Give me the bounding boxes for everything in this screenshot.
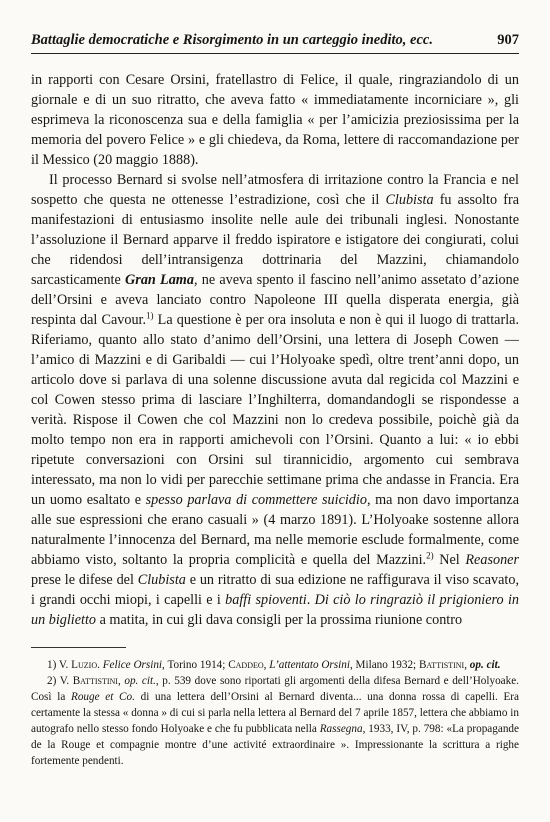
running-title: Battaglie democratiche e Risorgimento in un carteggio inedito, ecc. <box>31 32 433 48</box>
author-name: Battistini <box>418 659 465 671</box>
footnote-ref-1: 1) <box>146 310 154 321</box>
text-run: e un ritratto di sua edizione ne raffigurava il viso scavato, i grandi occhi miopi, i capelli e i <box>31 572 519 608</box>
text-run: , ma non davo importanza alle sue espressioni che erano casuali » (4 marzo 1891). L’Holyoake sostenne allora naturalmente l’innocenza del Bernard, ma nelle memorie esclude formalmente, come abbiamo visto, soltanto la propria complicità e quella del Mazzini. <box>31 492 519 568</box>
header-rule <box>31 53 519 54</box>
text-run: , <box>464 659 470 671</box>
text-run: , Milano 1932; <box>349 659 419 671</box>
text-run: , p. 539 dove sono riportati gli argomenti della difesa Bernard e dell’Holyoake. Così la <box>31 675 519 703</box>
text-run-bold-italic: Gran Lama <box>125 272 194 288</box>
page-number: 907 <box>497 32 519 48</box>
text-run: Il processo Bernard si svolse nell’atmosfera di irritazione contro la Francia e nel sospetto che questa ne ottenesse l’estradizione, così che il <box>31 172 519 208</box>
body-text <box>31 70 519 630</box>
text-run-italic: spesso parlava di commettere suicidio <box>145 492 367 508</box>
op-cit: op. cit. <box>124 675 156 687</box>
op-cit: op. cit. <box>469 659 501 671</box>
text-run: 1) V. <box>47 659 72 671</box>
text-run-italic: Clubista <box>137 572 186 588</box>
text-run: fu assolto fra manifestazioni di entusiasmo insolite nelle aule dei tribunali inglesi. Nonostante l’assoluzione il Bernard apparve il freddo ispiratore e istigatore dei congiurati, colui che ridendosi dell’intransigenza dottrinaria del Mazzini, chiamandolo sarcasticamente <box>31 192 519 288</box>
book-title: Felice Orsini <box>102 659 163 671</box>
running-head <box>31 32 519 49</box>
text-run-italic: Rouge et Co. <box>71 691 135 703</box>
text-run: 2) V. <box>47 675 73 687</box>
text-run: , 1933, IV, p. 798: «La propagande de la Rouge et compagnie montre d’une activité extraordinaire ». Impressionante la scrittura a righe fortemente pendenti. <box>31 723 519 767</box>
footnotes <box>31 657 519 769</box>
book-title: L’attentato Orsini <box>269 659 350 671</box>
text-run: , ne aveva spento il fascino nell’animo assetato d’azione dell’Orsini e aveva lanciato contro Napoleone III quella disperata energia, già respinta dal Cavour. <box>31 272 519 328</box>
author-name: Caddeo <box>228 659 264 671</box>
text-run: prese le difese del <box>31 572 138 588</box>
text-run-italic: Clubista <box>385 192 434 208</box>
text-run: Nel <box>433 552 466 568</box>
paragraph-2 <box>31 170 519 630</box>
footnote-2 <box>31 673 519 769</box>
paragraph-1 <box>31 70 519 170</box>
footnote-1 <box>31 657 519 673</box>
text-run: , Torino 1914; <box>162 659 229 671</box>
author-name: Luzio <box>71 659 98 671</box>
text-run: . <box>97 659 103 671</box>
journal-title: Rassegna <box>319 723 363 735</box>
text-run: , <box>117 675 125 687</box>
footnote-rule <box>31 647 126 648</box>
text-run-italic: Di ciò lo ringraziò il prigioniero in un biglietto <box>31 592 519 628</box>
text-run: La questione è per ora insoluta e non è qui il luogo di trattarla. Riferiamo, quanto allo stato d’animo dell’Orsini, una lettera di Joseph Cowen — l’amico di Mazzini e di Garibaldi — cui l’Holyoake spedì, oltre trent’anni dopo, un articolo dove si parlava di una solenne discussione avuta dal regicida col Mazzini e col Cowen stesso prima di lasciare l’Inghilterra, domandandogli se rispondesse a verità. Rispose il Cowen che col Mazzini non lo credeva possibile, poichè già da molto tempo non era in rapporti amichevoli con l’Orsini. Quanto a lui: « io ebbi ripetute conversazioni con Orsini sul tirannicidio, argomento cui sembrava interessato, ma non lo vidi per parecchie settimane prima che andasse in Francia. Era un uomo esaltato e <box>31 312 519 508</box>
text-run-italic: baffi spioventi <box>225 592 307 608</box>
author-name: Battistini <box>72 675 118 687</box>
text-run-italic: Reasoner <box>465 552 519 568</box>
text-run: in rapporti con Cesare Orsini, fratellastro di Felice, il quale, ringraziandolo di un giornale e di un suo ritratto, che aveva fatto « immediatamente incorniciare », gli esprimeva la riconoscenza sua e della famiglia « per l’amicizia preziosissima per la memoria del povero Felice » e gli chiedeva, da Roma, lettere di raccomandazione per il Messico (20 maggio 1888). <box>31 72 519 168</box>
text-run: , <box>263 659 270 671</box>
text-run: a matita, in cui gli dava consigli per la prossima riunione contro <box>96 612 463 628</box>
text-run: di una lettera dell’Orsini al Bernard diventa... una donna rossa di capelli. Era certamente la stessa « donna » di cui si parla nella lettera al Bernard del 7 aprile 1857, lettera che abbiamo in autografo nello stesso fondo Holyoake e che fu pubblicata nella <box>31 691 519 735</box>
footnote-ref-2: 2) <box>426 550 434 561</box>
text-run: . <box>306 592 315 608</box>
